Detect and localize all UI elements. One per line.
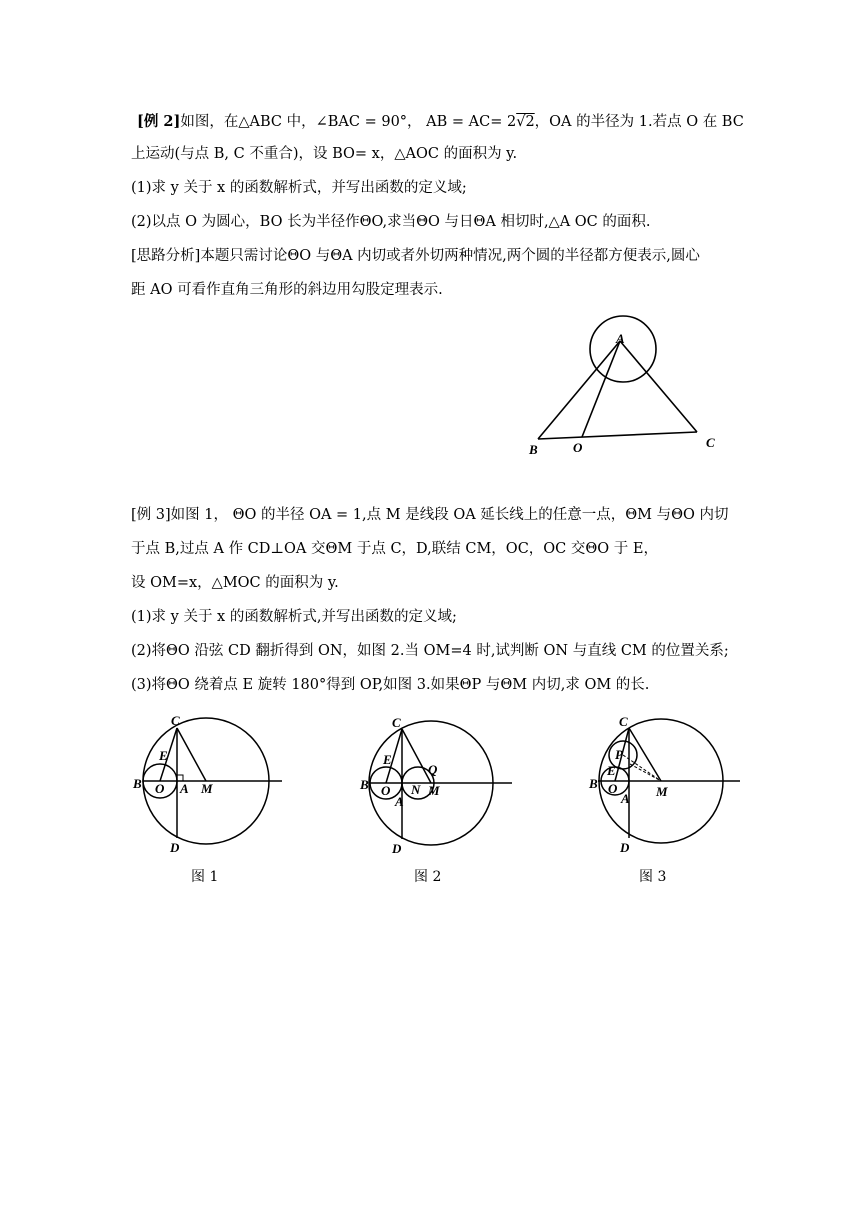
ex3-line-3: 设 OM=x，△MOC 的面积为 y. (131, 575, 339, 591)
figure-1-caption: 图 1 (191, 869, 219, 885)
ex2-line-2: 上运动(与点 B, C 不重合)，设 BO= x，△AOC 的面积为 y. (131, 146, 518, 162)
ex3-line-2: 于点 B,过点 A 作 CD⊥OA 交ΘM 于点 C，D,联结 CM，OC，OC 交ΘO 于 E， (131, 541, 658, 557)
figure-3 (580, 712, 745, 857)
fig3-label-m: M (656, 784, 668, 799)
fig2-label-d: D (392, 841, 402, 856)
fig3-label-b: B (589, 776, 598, 791)
segment-cm (177, 728, 206, 781)
fig2-label-a: A (395, 794, 404, 809)
label-a: A (616, 331, 625, 346)
ex2-question-1: (1)求 y 关于 x 的函数解析式，并写出函数的定义域; (131, 180, 467, 196)
fig2-label-o: O (381, 783, 391, 798)
segment-cm (629, 728, 661, 781)
fig2-label-m: M (428, 783, 440, 798)
figure-2-caption: 图 2 (414, 869, 442, 885)
fig2-label-c: C (392, 715, 401, 730)
fig1-label-b: B (133, 776, 142, 791)
fig2-label-n: N (411, 782, 421, 797)
fig1-label-a: A (180, 781, 189, 796)
ex3-question-3: (3)将ΘO 绕着点 E 旋转 180°得到 OP,如图 3.如果ΘP 与ΘM 内切,求 OM 的长. (131, 677, 650, 693)
fig1-label-d: D (170, 840, 180, 855)
fig1-label-m: M (201, 781, 213, 796)
fig2-label-b: B (360, 777, 369, 792)
ex3-question-2: (2)将ΘO 沿弦 CD 翻折得到 ON，如图 2.当 OM=4 时,试判断 ON 与直线 CM 的位置关系; (131, 643, 729, 659)
fig3-label-e: E (607, 763, 616, 778)
fig2-label-q: Q (428, 762, 438, 777)
side-ba (538, 341, 620, 439)
figure-1 (130, 712, 290, 857)
ex2-line-1 (131, 112, 744, 132)
ex2-analysis-1: [思路分析]本题只需讨论ΘO 与ΘA 内切或者外切两种情况,两个圆的半径都方便表示,圆心 (131, 248, 700, 264)
label-c: C (706, 435, 715, 450)
fig1-label-o: O (155, 781, 165, 796)
ex2-analysis-2: 距 AO 可看作直角三角形的斜边用勾股定理表示. (131, 282, 443, 298)
fig3-label-o: O (608, 781, 618, 796)
segment-ao (582, 341, 620, 437)
figure-2 (355, 712, 520, 857)
side-bc (538, 432, 697, 439)
ex2-label: [例 2] (137, 113, 181, 130)
ex2-line1-a: 如图，在△ABC 中，∠BAC = 90°， AB = AC= 2 (180, 114, 517, 130)
figure-3-caption: 图 3 (639, 869, 667, 885)
fig3-label-a: A (621, 791, 630, 806)
fig3-label-c: C (619, 714, 628, 729)
ex2-question-2: (2)以点 O 为圆心，BO 长为半径作ΘO,求当ΘO 与日ΘA 相切时,△A OC 的面积. (131, 214, 651, 230)
ex3-line-1: [例 3]如图 1， ΘO 的半径 OA = 1,点 M 是线段 OA 延长线上的任意一点，ΘM 与ΘO 内切 (131, 507, 729, 523)
label-b: B (529, 442, 538, 457)
fig1-label-e: E (159, 748, 168, 763)
fig2-label-e: E (383, 752, 392, 767)
fig3-label-p: P (615, 747, 623, 762)
fig1-label-c: C (171, 713, 180, 728)
ex2-sqrt: √2 (516, 114, 535, 130)
side-ac (620, 341, 697, 432)
ex3-question-1: (1)求 y 关于 x 的函数解析式,并写出函数的定义域; (131, 609, 457, 625)
label-o: O (573, 440, 583, 455)
ex2-triangle-figure (520, 312, 730, 462)
fig3-label-d: D (620, 840, 630, 855)
ex2-line1-b: ，OA 的半径为 1.若点 O 在 BC (534, 114, 744, 130)
segment-cm (402, 729, 431, 783)
